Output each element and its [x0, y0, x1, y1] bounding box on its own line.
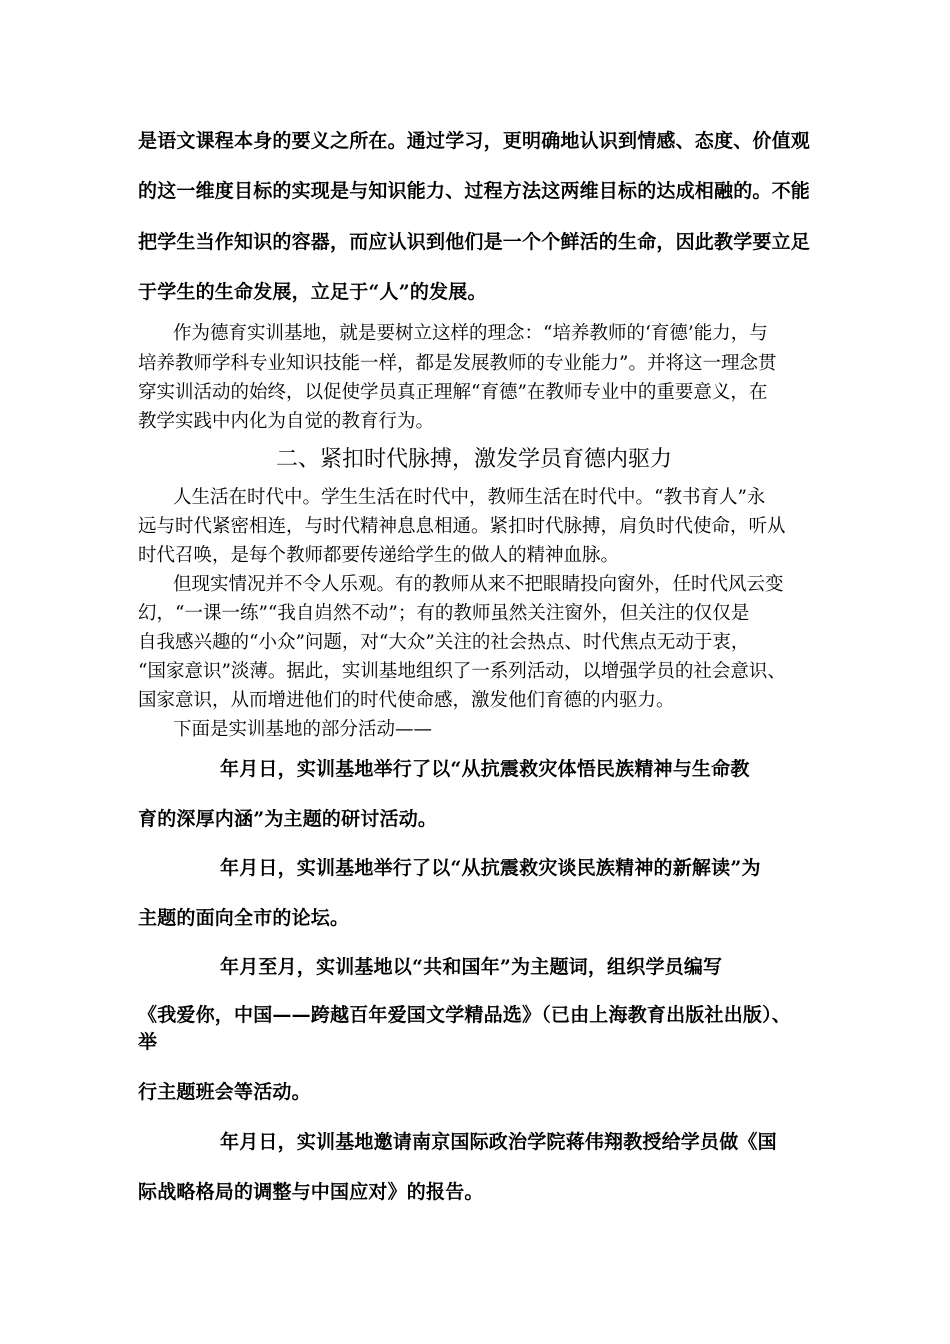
- intro-line: 是语文课程本身的要义之所在。通过学习，更明确地认识到情感、态度、价值观: [138, 130, 811, 152]
- intro-line: 的这一维度目标的实现是与知识能力、过程方法这两维目标的达成相融的。不能: [138, 180, 811, 202]
- activity-line: 际战略格局的调整与中国应对》的报告。: [138, 1181, 484, 1203]
- section-heading: 二、紧扣时代脉搏，激发学员育德内驱力: [276, 447, 673, 472]
- intro-line: 于学生的生命发展，立足于“人”的发展。: [138, 281, 487, 303]
- activity-line: 主题的面向全市的论坛。: [138, 907, 350, 929]
- activity-line: 《我爱你，中国——跨越百年爱国文学精品选》（已由上海教育出版社出版）、: [138, 1004, 792, 1026]
- body-line: 下面是实训基地的部分活动——: [173, 719, 433, 740]
- activity-line: 行主题班会等活动。: [138, 1081, 311, 1103]
- activity-line: 年月日，实训基地举行了以“从抗震救灾谈民族精神的新解读”为: [220, 857, 761, 879]
- body-line: 时代召唤，是每个教师都要传递给学生的做人的精神血脉。: [138, 545, 620, 566]
- activity-line: 年月日，实训基地邀请南京国际政治学院蒋伟翔教授给学员做《国: [220, 1131, 777, 1153]
- body-line: 国家意识，从而增进他们的时代使命感，激发他们育德的内驱力。: [138, 690, 675, 711]
- body-line: 人生活在时代中。学生生活在时代中，教师生活在时代中。“教书育人”永: [173, 487, 766, 508]
- activity-line: 年月日，实训基地举行了以“从抗震救灾体悟民族精神与生命教: [220, 758, 750, 780]
- body-line: 教学实践中内化为自觉的教育行为。: [138, 411, 435, 432]
- body-line: 作为德育实训基地，就是要树立这样的理念：“培养教师的‘育德’能力，与: [173, 323, 768, 344]
- body-line: 但现实情况并不令人乐观。有的教师从来不把眼睛投向窗外，任时代风云变: [173, 574, 784, 595]
- body-line: 穿实训活动的始终，以促使学员真正理解“育德”在教师专业中的重要意义，在: [138, 382, 768, 403]
- body-line: 幻，“一课一练”“我自岿然不动”；有的教师虽然关注窗外，但关注的仅仅是: [138, 603, 750, 624]
- activity-line: 举: [138, 1031, 158, 1053]
- body-line: 远与时代紧密相连，与时代精神息息相通。紧扣时代脉搏，肩负时代使命，听从: [138, 516, 786, 537]
- activity-line: 年月至月，实训基地以“共和国年”为主题词，组织学员编写: [220, 956, 723, 978]
- body-line: 培养教师学科专业知识技能一样，都是发展教师的专业能力”。并将这一理念贯: [138, 353, 777, 374]
- body-line: 自我感兴趣的“小众”问题，对“大众”关注的社会热点、时代焦点无动于衷，: [138, 632, 750, 653]
- body-line: “国家意识”淡薄。据此，实训基地组织了一系列活动，以增强学员的社会意识、: [138, 661, 786, 682]
- intro-line: 把学生当作知识的容器，而应认识到他们是一个个鲜活的生命，因此教学要立足: [138, 231, 811, 253]
- activity-line: 育的深厚内涵”为主题的研讨活动。: [138, 808, 438, 830]
